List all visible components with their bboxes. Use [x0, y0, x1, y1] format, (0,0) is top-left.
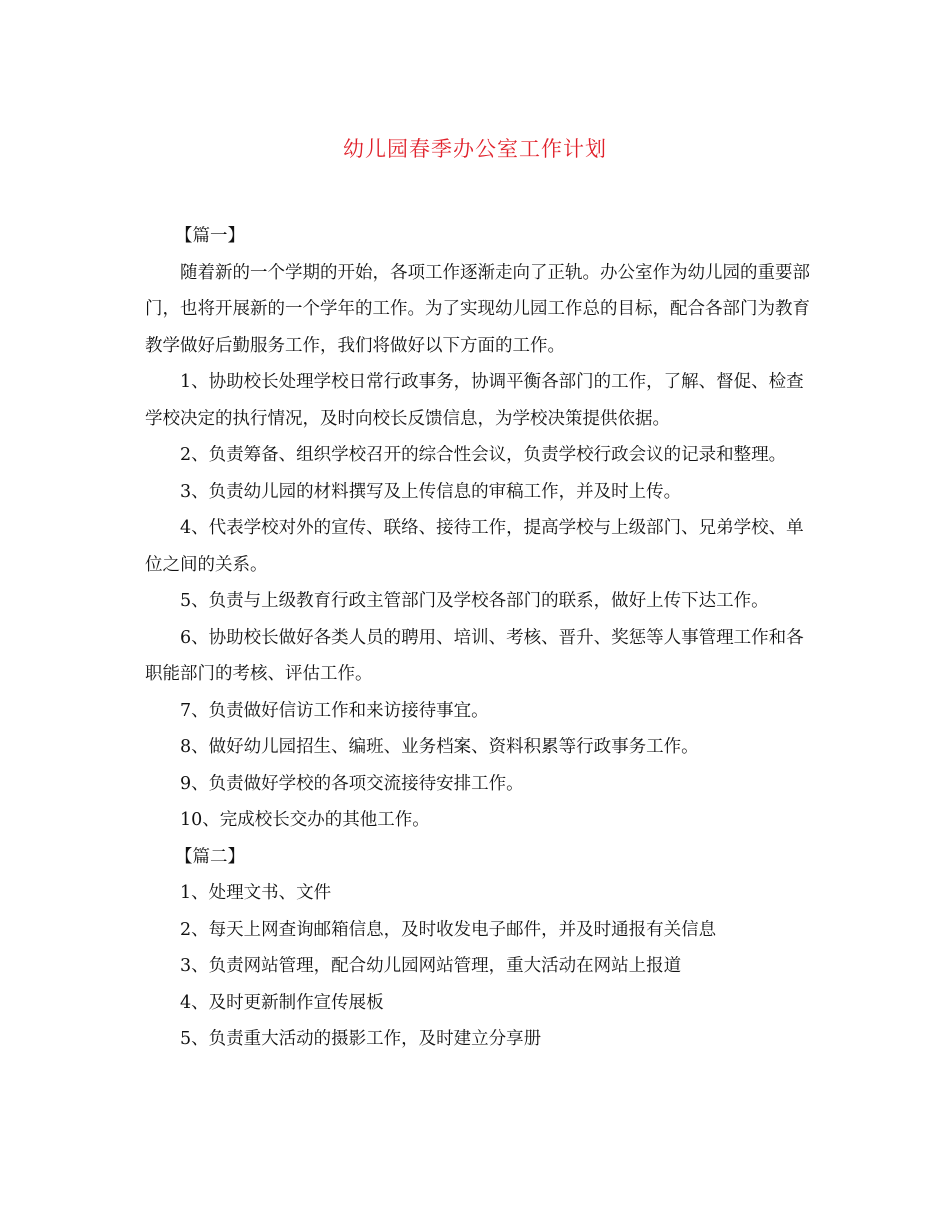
- document-title: 幼儿园春季办公室工作计划: [343, 137, 607, 161]
- section1-item: 2、负责筹备、组织学校召开的综合性会议，负责学校行政会议的记录和整理。: [180, 445, 787, 465]
- section-heading-2: 【篇二】: [175, 846, 245, 867]
- section1-item: 10、完成校长交办的其他工作。: [180, 810, 430, 830]
- section1-item: 4、代表学校对外的宣传、联络、接待工作，提高学校与上级部门、兄弟学校、单位之间的关系。: [145, 518, 804, 575]
- section1-item: 1、协助校长处理学校日常行政事务，协调平衡各部门的工作，了解、督促、检查学校决定的执行情况，及时向校长反馈信息，为学校决策提供依据。: [145, 372, 804, 429]
- section2-item: 2、每天上网查询邮箱信息，及时收发电子邮件，并及时通报有关信息: [180, 919, 717, 940]
- section1-intro-paragraph: 随着新的一个学期的开始，各项工作逐渐走向了正轨。办公室作为幼儿园的重要部门，也将开展新的一个学年的工作。为了实现幼儿园工作总的目标，配合各部门为教育教学做好后勤服务工作，我们将做好以下方面的工作。: [145, 262, 810, 356]
- section1-item: 6、协助校长做好各类人员的聘用、培训、考核、晋升、奖惩等人事管理工作和各职能部门的考核、评估工作。: [145, 627, 804, 684]
- section2-item: 5、负责重大活动的摄影工作，及时建立分享册: [180, 1029, 542, 1049]
- section2-item: 3、负责网站管理，配合幼儿园网站管理，重大活动在网站上报道: [180, 956, 682, 976]
- section1-item: 7、负责做好信访工作和来访接待事宜。: [180, 700, 489, 721]
- document-body: [145, 218, 810, 1058]
- section2-item: 1、处理文书、文件: [180, 883, 332, 903]
- section1-item: 3、负责幼儿园的材料撰写及上传信息的审稿工作，并及时上传。: [180, 481, 682, 502]
- section1-item: 9、负责做好学校的各项交流接待安排工作。: [180, 773, 524, 794]
- section1-item: 8、做好幼儿园招生、编班、业务档案、资料积累等行政事务工作。: [180, 737, 699, 757]
- section2-item: 4、及时更新制作宣传展板: [180, 992, 384, 1013]
- section-heading-1: 【篇一】: [175, 226, 245, 246]
- section1-item: 5、负责与上级教育行政主管部门及学校各部门的联系，做好上传下达工作。: [180, 591, 769, 611]
